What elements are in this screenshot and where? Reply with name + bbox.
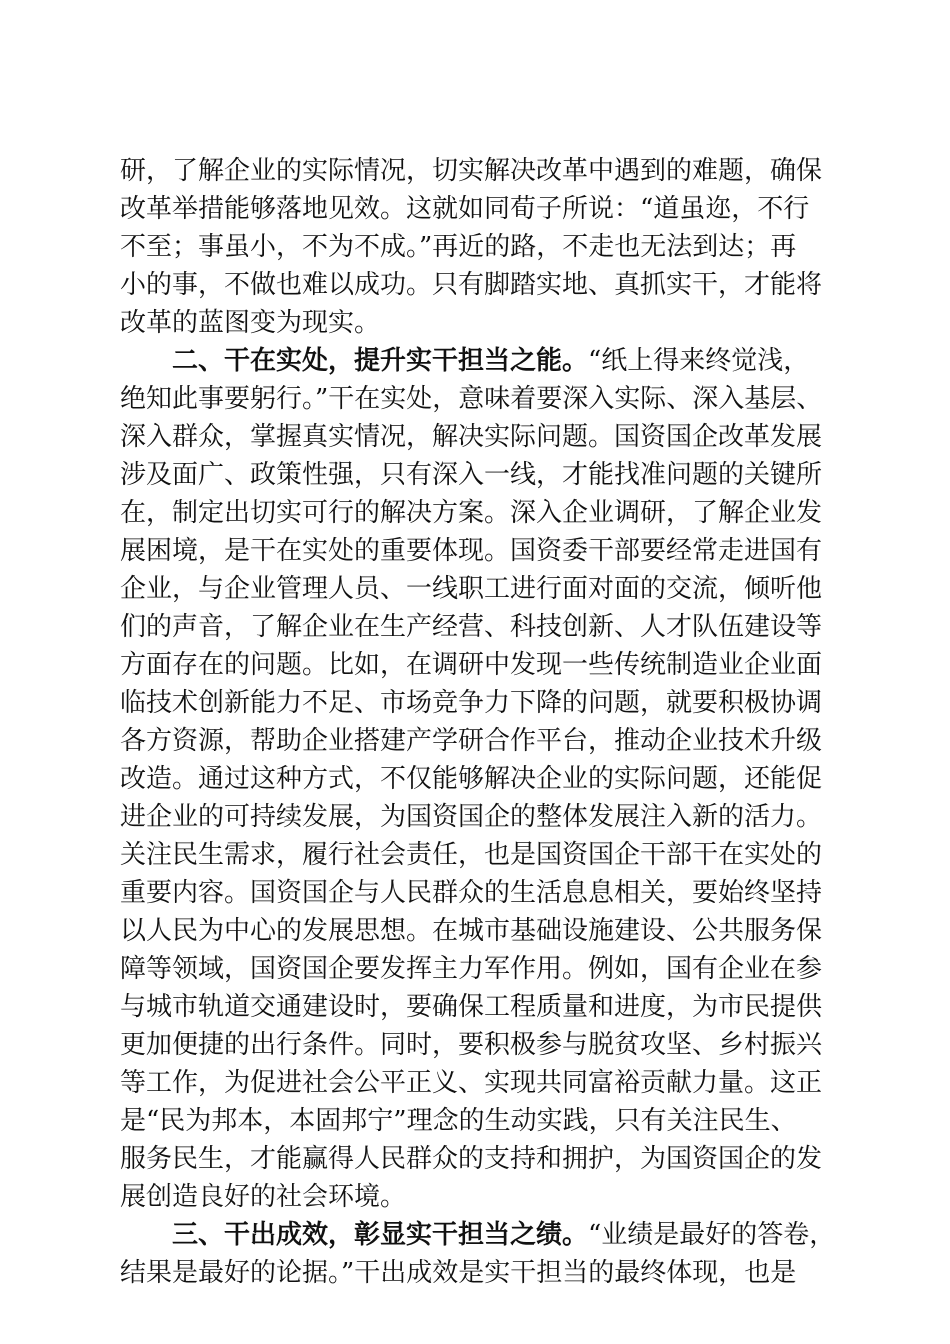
text-line: 展创造良好的社会环境。 xyxy=(120,1182,407,1212)
text-line: 以人民为中心的发展思想。在城市基础设施建设、公共服务保 xyxy=(120,916,823,946)
text-line: 与城市轨道交通建设时，要确保工程质量和进度，为市民提供 xyxy=(120,992,823,1022)
text-line: 结果是最好的论据。”干出成效是实干担当的最终体现，也是 xyxy=(120,1258,797,1288)
text-line: 进企业的可持续发展，为国资国企的整体发展注入新的活力。 xyxy=(120,802,823,832)
text-run: “业绩是最好的答卷， xyxy=(588,1220,836,1250)
text-line: 方面存在的问题。比如，在调研中发现一些传统制造业企业面 xyxy=(120,650,823,680)
text-line: 研，了解企业的实际情况，切实解决改革中遇到的难题，确保 xyxy=(120,156,823,186)
text-run: “纸上得来终觉浅， xyxy=(588,346,810,376)
text-line: 企业，与企业管理人员、一线职工进行面对面的交流，倾听他 xyxy=(120,574,823,604)
paragraph xyxy=(120,342,830,1216)
text-line: 深入群众，掌握真实情况，解决实际问题。国资国企改革发展 xyxy=(120,422,823,452)
text-line: 改革的蓝图变为现实。 xyxy=(120,308,381,338)
text-line: 在，制定出切实可行的解决方案。深入企业调研，了解企业发 xyxy=(120,498,823,528)
text-line: 涉及面广、政策性强，只有深入一线，才能找准问题的关键所 xyxy=(120,460,823,490)
text-line: 们的声音，了解企业在生产经营、科技创新、人才队伍建设等 xyxy=(120,612,823,642)
text-line: 小的事，不做也难以成功。只有脚踏实地、真抓实干，才能将 xyxy=(120,270,823,300)
document-page xyxy=(120,152,836,1292)
section-heading: 三、干出成效，彰显实干担当之绩。 xyxy=(172,1220,589,1250)
text-line: 各方资源，帮助企业搭建产学研合作平台，推动企业技术升级 xyxy=(120,726,823,756)
text-line: 不至；事虽小，不为不成。”再近的路，不走也无法到达；再 xyxy=(120,232,797,262)
text-line: 展困境，是干在实处的重要体现。国资委干部要经常走进国有 xyxy=(120,536,823,566)
text-line: 重要内容。国资国企与人民群众的生活息息相关，要始终坚持 xyxy=(120,878,823,908)
section-heading: 二、干在实处，提升实干担当之能。 xyxy=(172,346,589,376)
text-line: 等工作，为促进社会公平正义、实现共同富裕贡献力量。这正 xyxy=(120,1068,823,1098)
text-line: 改革举措能够落地见效。这就如同荀子所说：“道虽迩，不行 xyxy=(120,194,810,224)
text-line: 临技术创新能力不足、市场竞争力下降的问题，就要积极协调 xyxy=(120,688,823,718)
text-line: 服务民生，才能赢得人民群众的支持和拥护，为国资国企的发 xyxy=(120,1144,823,1174)
text-line: 更加便捷的出行条件。同时，要积极参与脱贫攻坚、乡村振兴 xyxy=(120,1030,823,1060)
text-line xyxy=(120,342,830,380)
text-line: 改造。通过这种方式，不仅能够解决企业的实际问题，还能促 xyxy=(120,764,823,794)
paragraph xyxy=(120,152,830,342)
text-line xyxy=(120,1216,836,1254)
text-line: 绝知此事要躬行。”干在实处，意味着要深入实际、深入基层、 xyxy=(120,384,823,414)
paragraph xyxy=(120,1216,836,1292)
text-line: 是“民为邦本，本固邦宁”理念的生动实践，只有关注民生、 xyxy=(120,1106,797,1136)
text-line: 关注民生需求，履行社会责任，也是国资国企干部干在实处的 xyxy=(120,840,823,870)
text-line: 障等领域，国资国企要发挥主力军作用。例如，国有企业在参 xyxy=(120,954,823,984)
